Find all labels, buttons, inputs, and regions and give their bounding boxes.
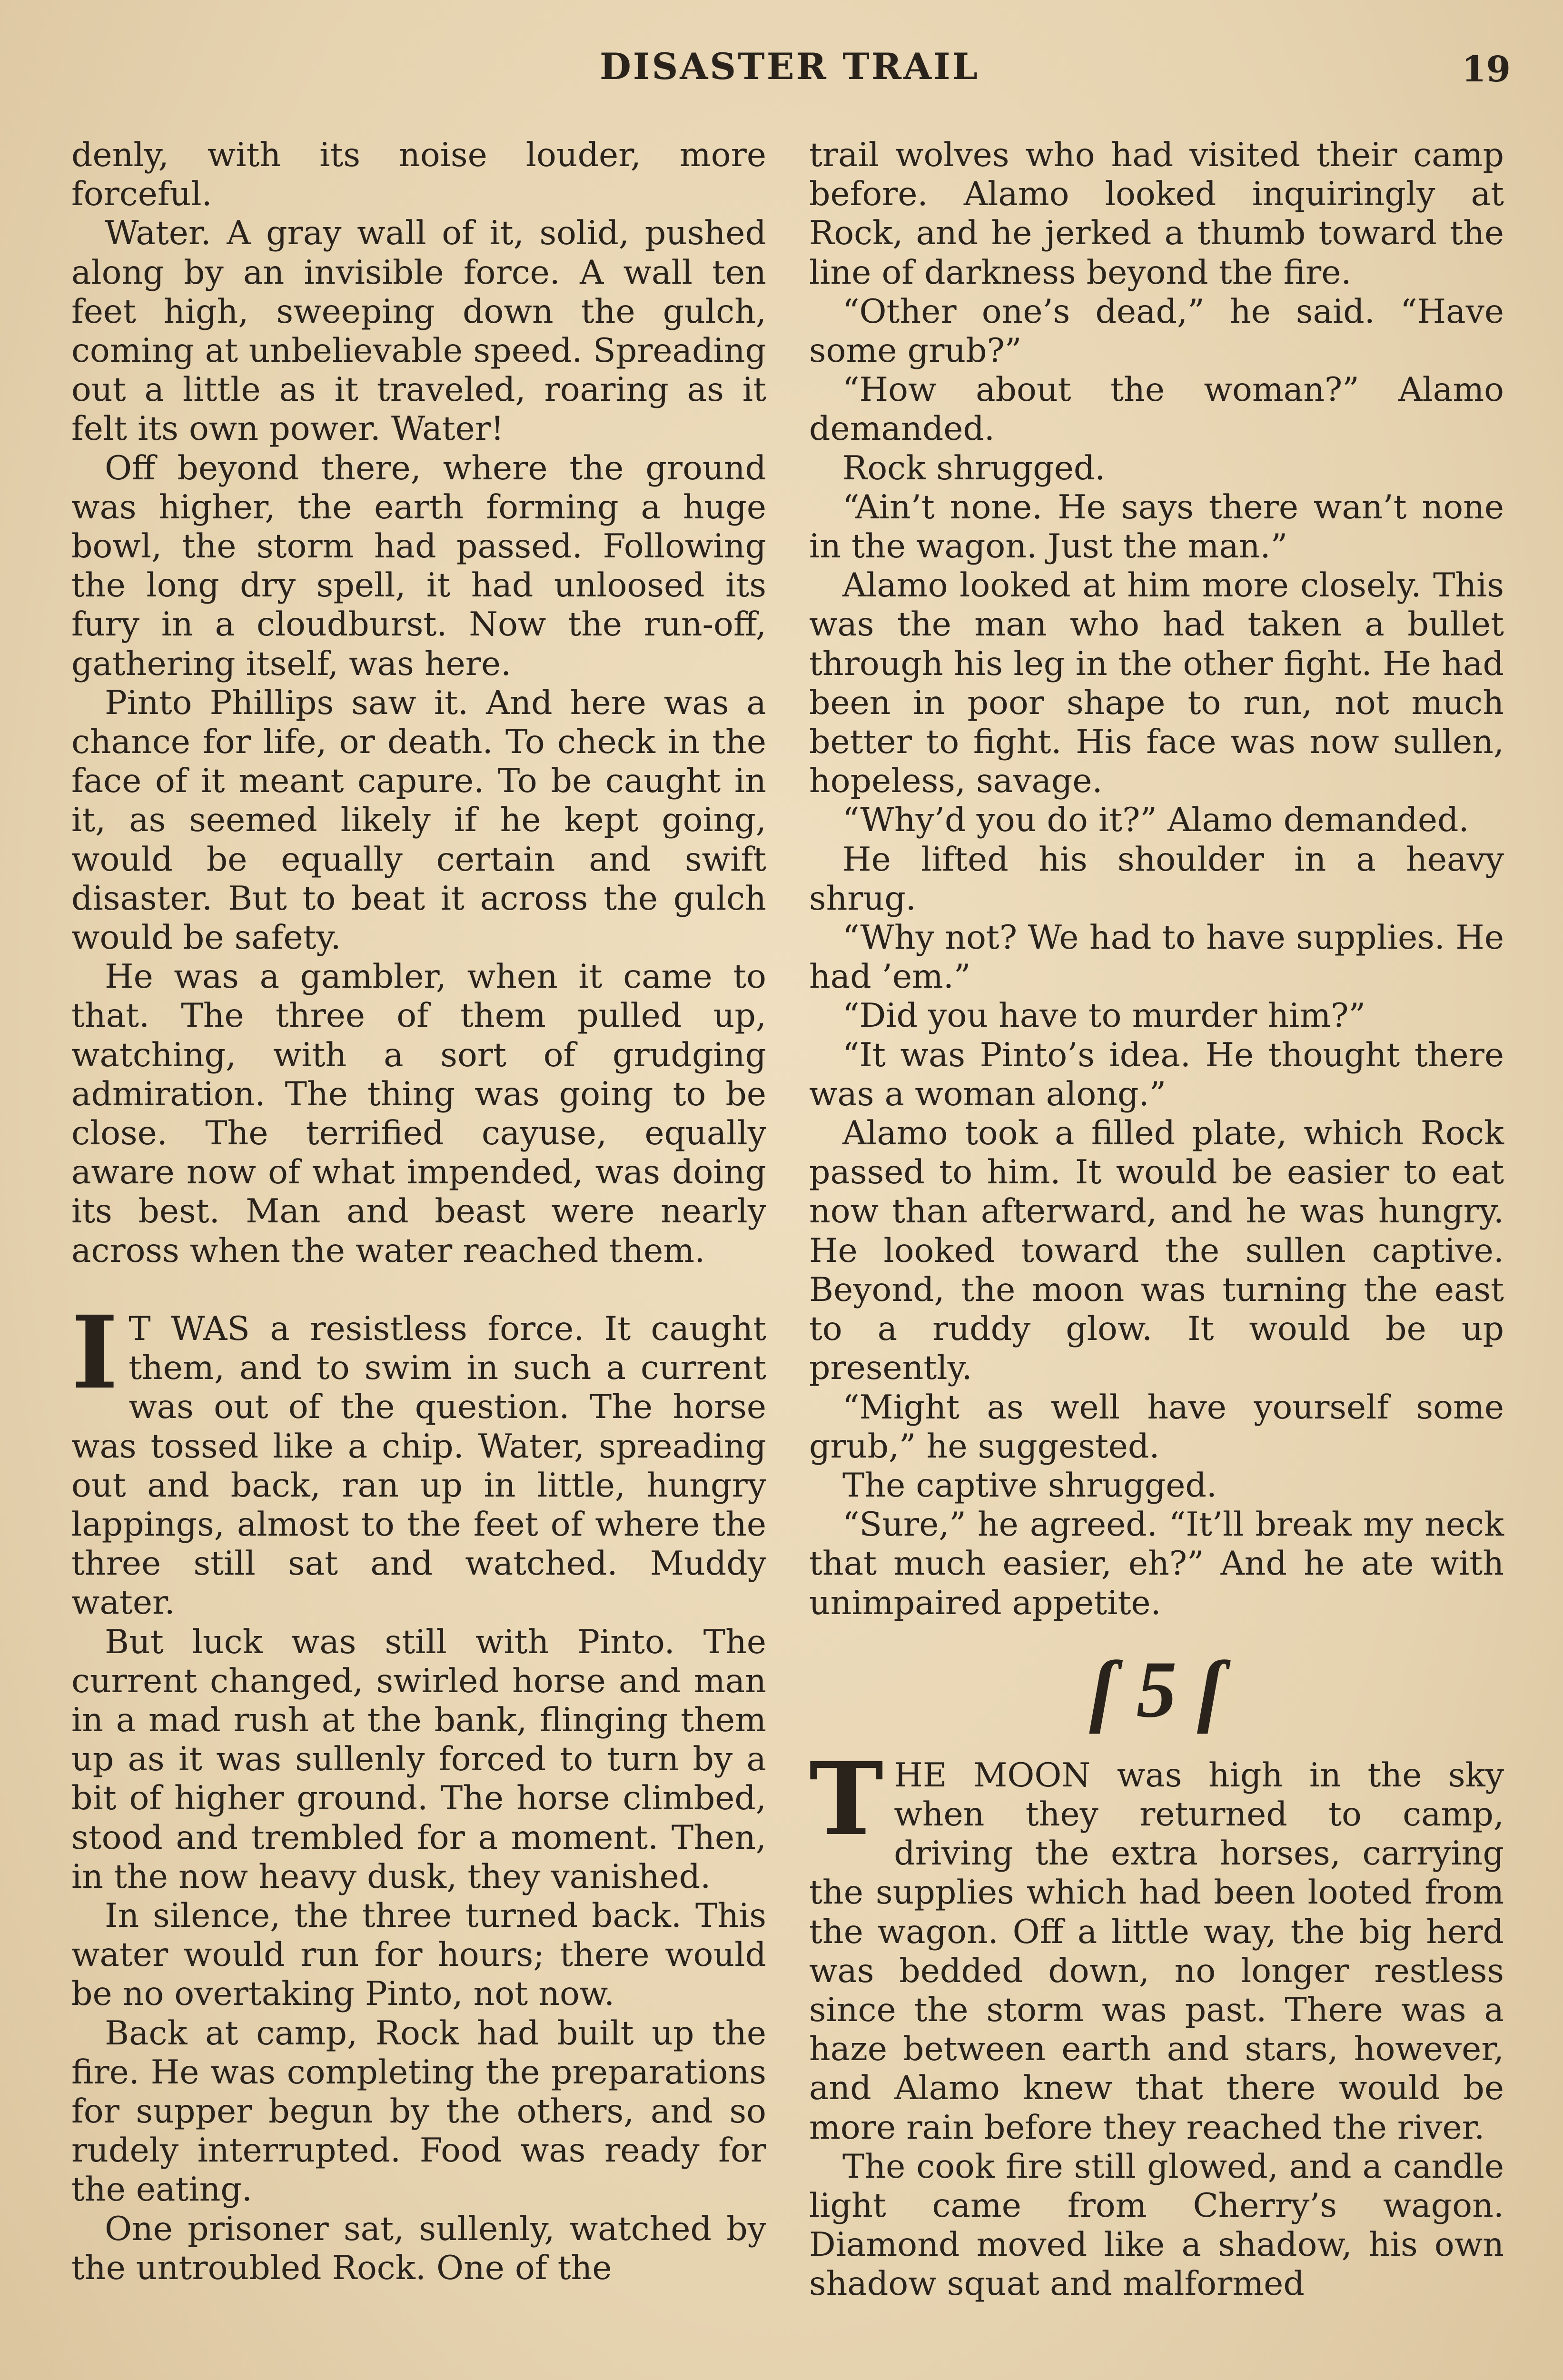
paragraph: “Why not? We had to have supplies. He had ’em.” [809, 918, 1504, 996]
paragraph: The cook fire still glowed, and a candle light came from Cherry’s wagon. Diamond moved like a shadow, his own shadow squat and malformed [809, 2147, 1504, 2303]
paragraph: “Did you have to murder him?” [842, 996, 1366, 1035]
paragraph: trail wolves who had visited their camp before. Alamo looked inquiringly at Rock, and he jerked a thumb toward the line of darkness beyond the fire. [809, 136, 1504, 292]
paragraph: “Ain’t none. He says there wan’t none in the wagon. Just the man.” [809, 487, 1504, 566]
paragraph: “Might as well have yourself some grub,” he suggested. [809, 1388, 1504, 1466]
drop-cap: I [71, 1293, 119, 1411]
paragraph: Water. A gray wall of it, solid, pushed along by an invisible force. A wall ten feet high, sweeping down the gulch, coming at unbelievable speed. Spreading out a little as it traveled, roaring as it felt its own power. Water! [71, 214, 766, 448]
paragraph: The captive shrugged. [842, 1466, 1217, 1505]
dropcap-text: T WAS a resistless force. It caught them, and to swim in such a current was out of the question. The horse was tossed like a chip. Water, spreading out and back, ran up in little, hungry lappings, almost to the feet of where the three still sat and watched. Muddy water. [71, 1309, 766, 1622]
paragraph: Alamo looked at him more closely. This was the man who had taken a bullet through his leg in the other fight. He had been in poor shape to run, not much better to fight. His face was now sullen, hopeless, savage. [809, 566, 1504, 801]
paragraph: Rock shrugged. [842, 448, 1106, 487]
paragraph: He was a gambler, when it came to that. The three of them pulled up, watching, with a sort of grudging admiration. The thing was going to be close. The terrified cayuse, equally aware now of what impended, was doing its best. Man and beast were nearly across when the water reached them. [71, 957, 766, 1270]
drop-cap: T [809, 1740, 884, 1858]
dropcap-paragraph [809, 1740, 1504, 2147]
dropcap-paragraph [71, 1293, 766, 1623]
paragraph: Pinto Phillips saw it. And here was a chance for life, or death. To check in the face of it meant capure. To be caught in it, as seemed likely if he kept going, would be equally certain and swift disaster. But to beat it across the gulch would be safety. [71, 683, 766, 957]
paragraph: “Why’d you do it?” Alamo demanded. [842, 801, 1469, 840]
paragraph: Back at camp, Rock had built up the fire. He was completing the preparations for supper begun by the others, and so rudely interrupted. Food was ready for the eating. [71, 2013, 766, 2209]
right-column [809, 136, 1504, 2304]
chapter-number: ſ 5 ſ [1089, 1644, 1224, 1734]
paragraph: He lifted his shoulder in a heavy shrug. [809, 840, 1504, 918]
page-header [0, 45, 1563, 98]
paragraph: Off beyond there, where the ground was higher, the earth forming a huge bowl, the storm had passed. Following the long dry spell, it had unloosed its fury in a cloudburst. Now the run-off, gathering itself, was here. [71, 448, 766, 683]
paragraph: One prisoner sat, sullenly, watched by the untroubled Rock. One of the [71, 2209, 766, 2287]
page-number: 19 [1462, 49, 1511, 90]
paragraph: “It was Pinto’s idea. He thought there was a woman along.” [809, 1035, 1504, 1113]
paragraph: “Other one’s dead,” he said. “Have some grub?” [809, 292, 1504, 370]
left-column [71, 136, 766, 2288]
paragraph: denly, with its noise louder, more forceful. [71, 136, 766, 214]
paragraph: In silence, the three turned back. This water would run for hours; there would be no overtaking Pinto, not now. [71, 1896, 766, 2013]
dropcap-text: HE MOON was high in the sky when they returned to camp, driving the extra horses, carrying the supplies which had been looted from the wagon. Off a little way, the big herd was bedded down, no longer restless since the storm was past. There was a haze between earth and stars, however, and Alamo knew that there would be more rain before they reached the river. [809, 1755, 1504, 2147]
paragraph: But luck was still with Pinto. The current changed, swirled horse and man in a mad rush at the bank, flinging them up as it was sullenly forced to turn by a bit of higher ground. The horse climbed, stood and trembled for a moment. Then, in the now heavy dusk, they vanished. [71, 1622, 766, 1896]
paragraph: Alamo took a filled plate, which Rock passed to him. It would be easier to eat now than afterward, and he was hungry. He looked toward the sullen captive. Beyond, the moon was turning the east to a ruddy glow. It would be up presently. [809, 1114, 1504, 1388]
paragraph: “Sure,” he agreed. “It’ll break my neck that much easier, eh?” And he ate with unimpaired appetite. [809, 1505, 1504, 1622]
running-head: DISASTER TRAIL [600, 45, 979, 88]
paragraph: “How about the woman?” Alamo demanded. [809, 370, 1504, 448]
